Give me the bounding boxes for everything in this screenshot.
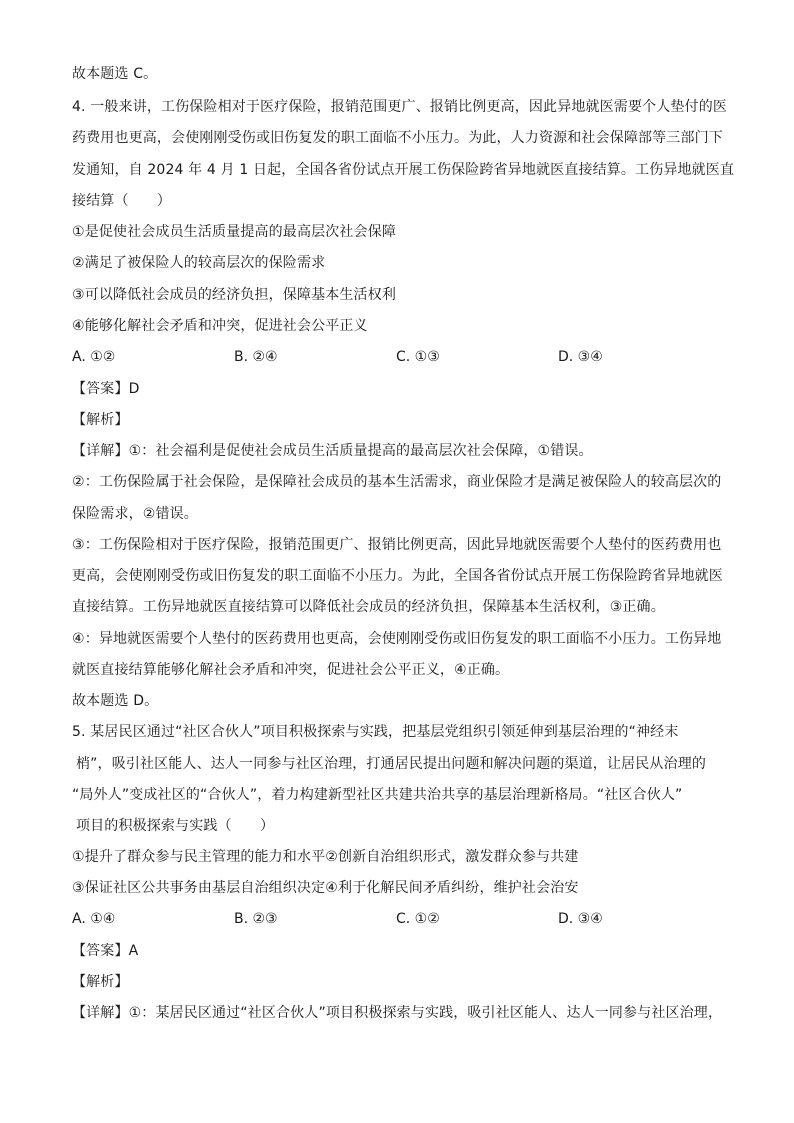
q5-statements-1: ①提升了群众参与民主管理的能力和水平②创新自治组织形式，激发群众参与共建 [72,849,579,865]
q4-statement-4: ④能够化解社会矛盾和冲突，促进社会公平正义 [72,318,368,334]
q4-conclusion: 故本题选 D。 [72,693,159,709]
q5-options [72,909,752,929]
q4-option-a: A. ①② [72,349,116,365]
q4-stem-line-3: 发通知，自 2024 年 4 月 1 日起，全国各省份试点开展工伤保险跨省异地就医直接结算。工伤异地就医直 [72,162,735,178]
q4-explain-2a: ②：工伤保险属于社会保险，是保障社会成员的基本生活需求，商业保险才是满足被保险人的较高层次的 [72,474,722,490]
q4-answer: 【答案】D [72,381,140,397]
q5-analysis-heading: 【解析】 [72,974,129,990]
q4-explain-4a: ④：异地就医需要个人垫付的医药费用也更高，会使刚刚受伤或旧伤复发的职工面临不小压力。工伤异地 [72,631,722,647]
q4-option-b: B. ②④ [234,349,278,365]
q4-explain-1: 【详解】①：社会福利是促使社会成员生活质量提高的最高层次社会保障，①错误。 [72,443,593,459]
q4-statement-1: ①是促使社会成员生活质量提高的最高层次社会保障 [72,224,396,240]
q4-stem-line-1: 4. 一般来讲，工伤保险相对于医疗保险，报销范围更广、报销比例更高，因此异地就医需要个人垫付的医 [72,99,728,115]
q5-statements-2: ③保证社区公共事务由基层自治组织决定④利于化解民间矛盾纠纷，维护社会治安 [72,880,579,896]
q5-option-d: D. ③④ [558,911,603,927]
q3-conclusion: 故本题选 C。 [72,66,158,82]
q4-explain-3a: ③：工伤保险相对于医疗保险，报销范围更广、报销比例更高，因此异地就医需要个人垫付的医药费用也 [72,537,722,553]
q4-statement-2: ②满足了被保险人的较高层次的保险需求 [72,255,326,271]
q4-explain-4b: 就医直接结算能够化解社会矛盾和冲突，促进社会公平正义，④正确。 [72,662,510,678]
q4-explain-3c: 直接结算。工伤异地就医直接结算可以降低社会成员的经济负担，保障基本生活权利，③正确。 [72,599,665,615]
q4-statement-3: ③可以降低社会成员的经济负担，保障基本生活权利 [72,287,396,303]
q5-option-a: A. ①④ [72,911,116,927]
q5-option-b: B. ②③ [234,911,278,927]
q4-stem-line-4: 接结算（ ） [72,193,172,209]
q4-explain-3b: 更高，会使刚刚受伤或旧伤复发的职工面临不小压力。为此，全国各省份试点开展工伤保险跨省异地就医 [72,568,723,584]
q4-explain-2b: 保险需求，②错误。 [72,506,198,522]
q4-options [72,347,752,367]
q5-option-c: C. ①② [396,911,440,927]
q4-analysis-heading: 【解析】 [72,412,129,428]
q5-stem-line-3: “局外人”变成社区的“合伙人”，着力构建新型社区共建共治共享的基层治理新格局。“社区合伙人” [72,787,683,803]
q5-stem-line-1: 5. 某居民区通过“社区合伙人”项目积极探索与实践，把基层党组织引领延伸到基层治理的“神经末 [72,724,679,740]
q4-stem-line-2: 药费用也更高，会使刚刚受伤或旧伤复发的职工面临不小压力。为此，人力资源和社会保障部等三部门下 [72,130,723,146]
q4-option-c: C. ①③ [396,349,440,365]
q5-answer: 【答案】A [72,943,139,959]
q4-option-d: D. ③④ [558,349,603,365]
q5-stem-line-4: 项目的积极探索与实践（ ） [76,818,275,834]
q5-stem-line-2: 梢”，吸引社区能人、达人一同参与社区治理，打通居民提出问题和解决问题的渠道，让居民从治理的 [76,756,706,772]
q5-explain-1: 【详解】①：某居民区通过“社区合伙人”项目积极探索与实践，吸引社区能人、达人一同参与社区治理， [72,1005,723,1021]
